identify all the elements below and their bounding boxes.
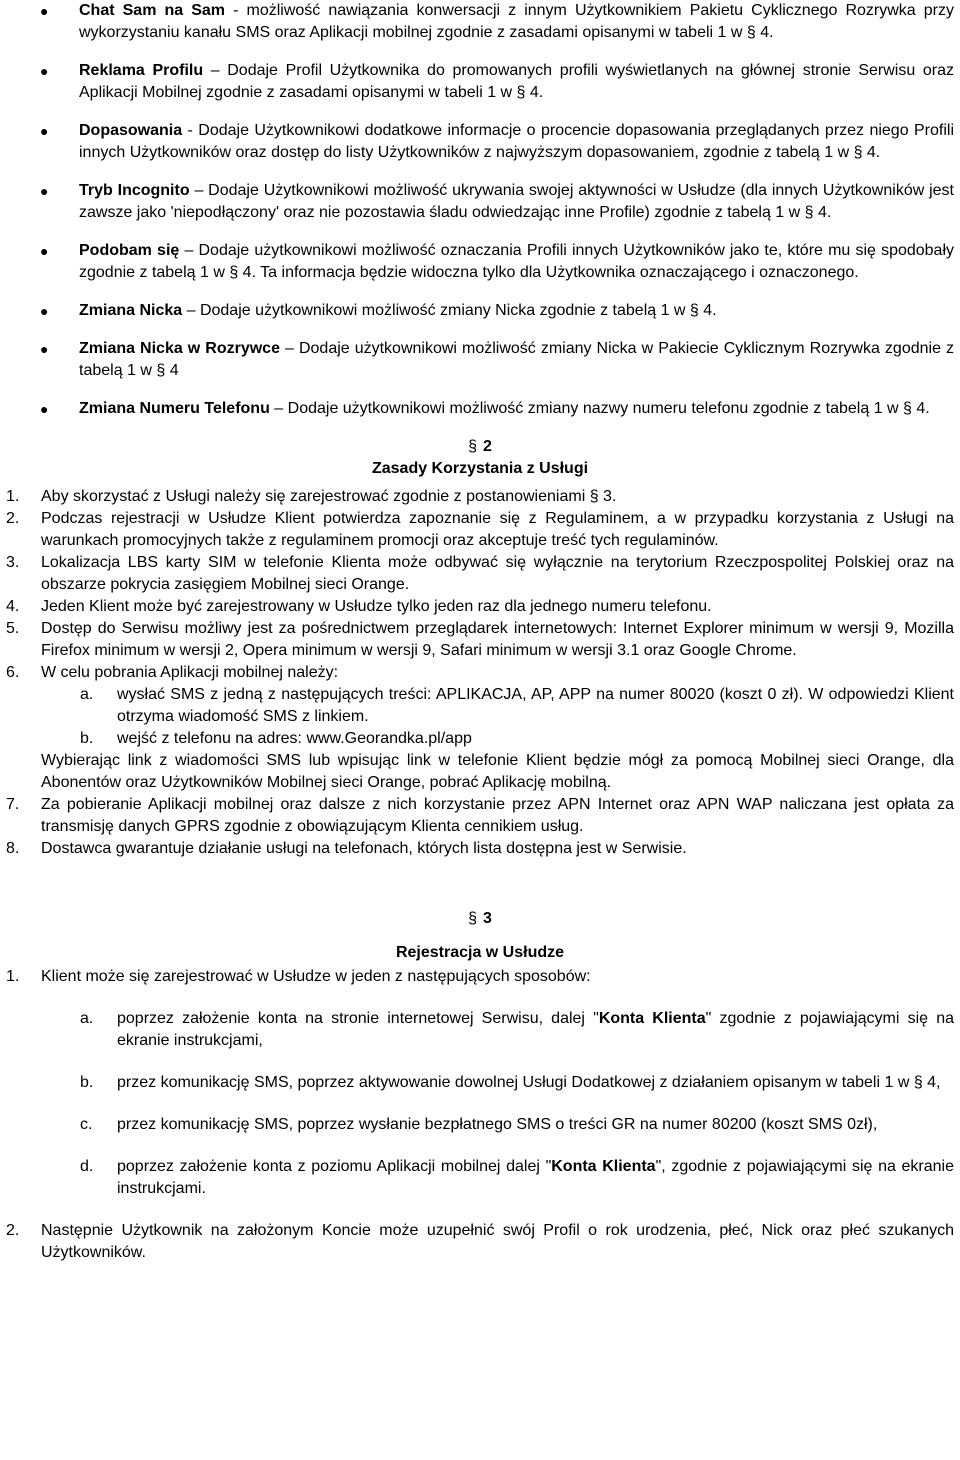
bullet-dot-icon: ● [40, 341, 49, 357]
bullet-text: - Dodaje Użytkownikowi dodatkowe informacje o procencie dopasowania przeglądanych przez niego Profili innych Użytkowników oraz dostęp do listy Użytkowników z najwyższym dopasowaniem, zgodnie z tabelą 1 w § 4. [79, 122, 954, 161]
bullet-term: Zmiana Nicka [79, 302, 183, 319]
bullet-term: Podobam się [79, 242, 180, 259]
bullet-term: Dopasowania [79, 122, 183, 139]
sub-list-item: a. wysłać SMS z jedną z następujących treści: APLIKACJA, AP, APP na numer 80020 (koszt 0 zł). W odpowiedzi Klient otrzyma wiadomość SMS z linkiem. [80, 686, 954, 725]
bullet-item [0, 120, 960, 164]
list-item: 2. Następnie Użytkownik na założonym Koncie może uzupełnić swój Profil o rok urodzenia, płeć, Nick oraz płeć szukanych Użytkowników. [6, 1222, 954, 1261]
sub-list-item: b. przez komunikację SMS, poprzez aktywowanie dowolnej Usługi Dodatkowej z działaniem opisanym w tabeli 1 w § 4, [80, 1074, 941, 1091]
list-item: 2. Podczas rejestracji w Usłudze Klient potwierdza zapoznanie się z Regulaminem, a w przypadku korzystania z Usługi na warunkach promocyjnych także z regulaminem promocji oraz akceptuje treść tych regulaminów. [6, 510, 954, 549]
bullet-text: – Dodaje Użytkownikowi możliwość ukrywania swojej aktywności w Usłudze (dla innych Użytkowników jest zawsze jako 'niepodłączony' oraz nie pozostawia śladu odwiedzając inne Profile) zgodnie z tabelą 1 w § 4. [79, 182, 954, 221]
bullet-text: - możliwość nawiązania konwersacji z innym Użytkownikiem Pakietu Cyklicznego Rozrywka przy wykorzystaniu kanału SMS oraz Aplikacji mobilnej zgodnie z zasadami opisanymi w tabeli 1 w § 4. [79, 2, 955, 41]
section-title: Zasady Korzystania z Usługi [371, 460, 589, 477]
bullet-term: Zmiana Numeru Telefonu [79, 400, 270, 417]
list-item: 4. Jeden Klient może być zarejestrowany w Usłudze tylko jeden raz dla jednego numeru telefonu. [6, 598, 712, 615]
bullet-term: Zmiana Nicka w Rozrywce [79, 340, 280, 357]
section-3 [0, 908, 960, 1264]
bullet-term: Chat Sam na Sam [79, 2, 226, 19]
sub-list-item: c. przez komunikację SMS, poprzez wysłanie bezpłatnego SMS o treści GR na numer 80200 (koszt SMS 0zł), [80, 1116, 878, 1133]
bullet-dot-icon: ● [40, 63, 49, 79]
bullet-term: Tryb Incognito [79, 182, 190, 199]
bullet-text: – Dodaje Profil Użytkownika do promowanych profili wyświetlanych na głównej stronie Serwisu oraz Aplikacji Mobilnej zgodnie z zasadami opisanymi w tabeli 1 w § 4. [79, 62, 954, 101]
list-item: 1. Klient może się zarejestrować w Usłudze w jeden z następujących sposobów: [6, 968, 591, 985]
bullet-text: – Dodaje użytkownikowi możliwość oznaczania Profili innych Użytkowników jako te, które mu się spodobały zgodnie z tabelą 1 w § 4. Ta informacja będzie widoczna tylko dla Użytkownika oznaczającego i oznaczonego. [79, 242, 955, 281]
bullet-dot-icon: ● [40, 303, 49, 319]
bullet-text: – Dodaje użytkownikowi możliwość zmiany nazwy numeru telefonu zgodnie z tabelą 1 w § 4. [269, 400, 930, 417]
section-2 [0, 436, 960, 860]
app-url: wejść z telefonu na adres: www.Georandka.pl/app [117, 730, 472, 747]
section-title: Rejestracja w Usłudze [395, 944, 565, 961]
paragraph-symbol: § [468, 438, 477, 455]
bullet-dot-icon: ● [40, 401, 49, 417]
list-item: 3. Lokalizacja LBS karty SIM w telefonie Klienta może odbywać się wyłącznie na terytorium Rzeczpospolitej Polskiej oraz na obszarze pokrycia zasięgiem Mobilnej sieci Orange. [6, 554, 954, 593]
sub-list-item: d. poprzez założenie konta z poziomu Aplikacji mobilnej dalej "Konta Klienta", zgodnie z pojawiającymi się na ekranie instrukcjami. [80, 1158, 954, 1197]
bullet-term: Reklama Profilu [79, 62, 204, 79]
item-continuation: Wybierając link z wiadomości SMS lub wpisując link w telefonie Klient będzie mógł za pomocą Mobilnej sieci Orange, dla Abonentów oraz Użytkowników Mobilnej sieci Orange, pobrać Aplikację mobilną. [41, 752, 954, 791]
sub-list-item: b. wejść z telefonu na adres: www.Georandka.pl/app [0, 728, 960, 750]
section-number: § 3 [468, 910, 492, 927]
section-number: § 2 [468, 438, 492, 455]
bullet-dot-icon: ● [40, 243, 49, 259]
list-item: 7. Za pobieranie Aplikacji mobilnej oraz dalsze z nich korzystanie przez APN Internet oraz APN WAP naliczana jest opłata za transmisję danych GPRS zgodnie z obowiązującym Klienta cennikiem usług. [6, 796, 954, 835]
bullet-item [0, 398, 960, 420]
bullet-item [0, 60, 960, 104]
bullet-item [0, 180, 960, 224]
bullet-text: – Dodaje użytkownikowi możliwość zmiany Nicka w Pakiecie Cyklicznym Rozrywka zgodnie z tabelą 1 w § 4 [79, 340, 955, 379]
list-item: 6. W celu pobrania Aplikacji mobilnej należy: [6, 664, 339, 681]
list-item: 1. Aby skorzystać z Usługi należy się zarejestrować zgodnie z postanowieniami § 3. [6, 488, 617, 505]
bullet-item [0, 300, 960, 322]
paragraph-symbol: § [468, 910, 477, 927]
bullet-text: – Dodaje użytkownikowi możliwość zmiany Nicka zgodnie z tabelą 1 w § 4. [182, 302, 717, 319]
bullet-item [0, 240, 960, 284]
bullet-dot-icon: ● [40, 3, 49, 19]
bullet-item [0, 0, 960, 44]
bullet-dot-icon: ● [40, 183, 49, 199]
bullet-item [0, 338, 960, 382]
bullet-dot-icon: ● [40, 123, 49, 139]
bullet-list [0, 0, 960, 420]
list-item: 5. Dostęp do Serwisu możliwy jest za pośrednictwem przeglądarek internetowych: Internet Explorer minimum w wersji 9, Mozilla Firefox minimum w wersji 2, Opera minimum w wersji 9, Safari minimum w wersji 3.1 oraz Google Chrome. [6, 620, 954, 659]
sub-list-item: a. poprzez założenie konta na stronie internetowej Serwisu, dalej "Konta Klienta" zgodnie z pojawiającymi się na ekranie instrukcjami, [80, 1010, 954, 1049]
list-item: 8. Dostawca gwarantuje działanie usługi na telefonach, których lista dostępna jest w Serwisie. [6, 840, 687, 857]
